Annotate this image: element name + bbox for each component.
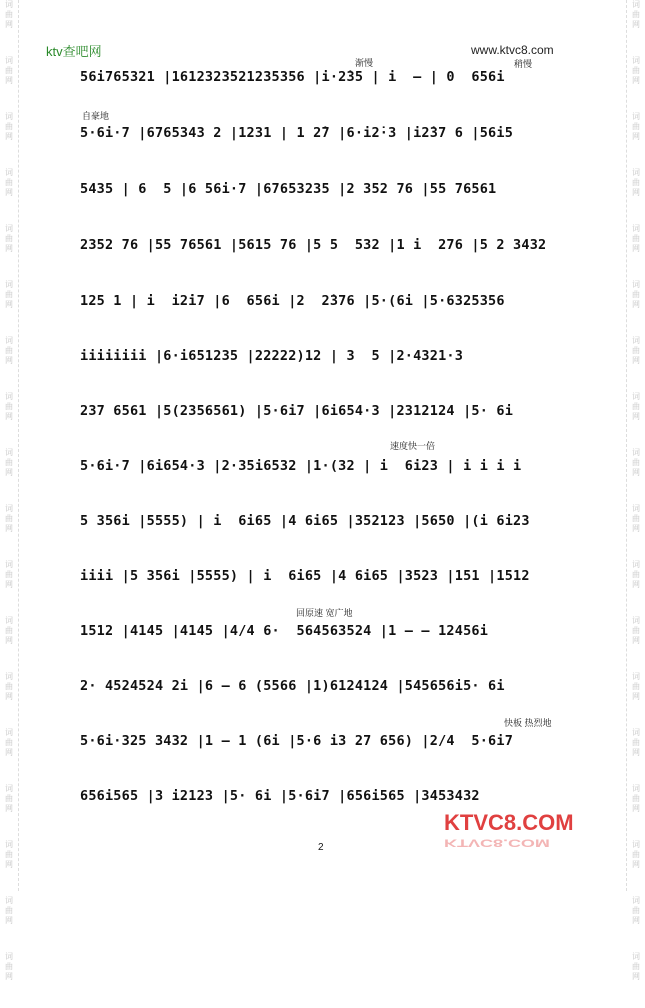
side-mark-char: 曲 <box>632 122 640 131</box>
side-mark-char: 网 <box>5 20 13 29</box>
side-mark-char: 曲 <box>5 738 13 747</box>
side-mark-char: 网 <box>5 972 13 981</box>
side-mark-char: 网 <box>5 804 13 813</box>
side-mark-char: 曲 <box>5 178 13 187</box>
side-mark-char: 词 <box>632 616 640 625</box>
side-mark-char: 网 <box>5 300 13 309</box>
side-mark-char: 曲 <box>632 962 640 971</box>
side-mark-char: 词 <box>632 280 640 289</box>
side-mark-char: 网 <box>5 636 13 645</box>
side-mark-char: 网 <box>632 132 640 141</box>
side-mark-char: 网 <box>5 860 13 869</box>
side-mark-char: 曲 <box>632 346 640 355</box>
side-mark-char: 词 <box>632 952 640 961</box>
side-mark-char: 网 <box>632 76 640 85</box>
side-mark-char: 词 <box>5 280 13 289</box>
side-mark-char: 曲 <box>632 850 640 859</box>
side-mark-char: 词 <box>5 672 13 681</box>
side-mark-char: 曲 <box>632 234 640 243</box>
side-mark-char: 网 <box>632 916 640 925</box>
score-line-8: 5·6i·7 |6i654·3 |2·35i6532 |1·(32 | i 6i23 | i i i i <box>80 458 570 480</box>
side-mark-char: 网 <box>632 188 640 197</box>
side-mark-char: 网 <box>5 580 13 589</box>
side-mark-char: 词 <box>5 168 13 177</box>
side-mark-char: 网 <box>632 300 640 309</box>
side-mark-char: 网 <box>5 244 13 253</box>
side-mark-char: 词 <box>632 560 640 569</box>
side-mark-char: 词 <box>5 56 13 65</box>
side-mark-char: 曲 <box>5 234 13 243</box>
side-mark-char: 曲 <box>5 682 13 691</box>
side-mark-char: 曲 <box>632 10 640 19</box>
side-mark-char: 网 <box>632 356 640 365</box>
side-mark-char: 曲 <box>5 122 13 131</box>
side-mark-char: 网 <box>632 412 640 421</box>
side-mark-char: 网 <box>5 356 13 365</box>
side-mark-char: 词 <box>5 896 13 905</box>
side-mark-char: 词 <box>632 0 640 9</box>
side-mark-char: 曲 <box>632 738 640 747</box>
side-mark-char: 词 <box>5 728 13 737</box>
score-line-9: 5 356i |5555) | i 6i65 |4 6i65 |352123 |5650 |(i 6i23 <box>80 513 570 535</box>
side-mark-char: 网 <box>632 636 640 645</box>
side-mark-char: 网 <box>5 76 13 85</box>
side-mark-char: 词 <box>632 392 640 401</box>
site-logo-left: ktv查吧网 <box>46 44 102 59</box>
side-mark-char: 曲 <box>5 850 13 859</box>
side-mark-char: 曲 <box>632 178 640 187</box>
side-mark-char: 曲 <box>5 962 13 971</box>
annotation-slightly-slow: 稍慢 <box>514 59 533 69</box>
side-mark-char: 网 <box>632 524 640 533</box>
score-line-1: 56i765321 |1612323521235356 |i·2̇35 | i — | 0 656i <box>80 69 570 91</box>
side-mark-char: 词 <box>5 336 13 345</box>
side-mark-char: 词 <box>5 784 13 793</box>
side-mark-char: 网 <box>632 972 640 981</box>
side-mark-char: 词 <box>5 0 13 9</box>
side-mark-char: 词 <box>632 448 640 457</box>
side-mark-char: 网 <box>632 692 640 701</box>
site-watermark-logo <box>440 806 590 852</box>
side-mark-char: 词 <box>5 840 13 849</box>
score-line-13: 5·6i·325 3432 |1 — 1 (6i |5·6 i3 27 656) |2/4 5·6i7 <box>80 733 570 755</box>
score-line-3: 5435 | 6 5 |6 56i·7 |67653235 |2 352 76 |55 76561 <box>80 181 570 203</box>
left-margin-line <box>18 0 19 891</box>
side-mark-char: 词 <box>5 112 13 121</box>
score-line-2: 5·6i·7 |6765343 2 |1231 | 1 2̇7 |6·i2̇·3 |i2̇37 6 |56i5 <box>80 125 570 147</box>
page-number: 2 <box>318 842 324 853</box>
annotation-slowing: 渐慢 <box>355 58 374 68</box>
side-mark-char: 词 <box>632 224 640 233</box>
watermark-text: KTVC8.COM <box>444 810 574 835</box>
side-mark-char: 曲 <box>632 906 640 915</box>
right-side-watermark <box>630 0 642 1008</box>
side-mark-char: 曲 <box>5 514 13 523</box>
side-mark-char: 网 <box>5 468 13 477</box>
side-mark-char: 曲 <box>632 682 640 691</box>
side-mark-char: 曲 <box>5 794 13 803</box>
side-mark-char: 词 <box>5 952 13 961</box>
side-mark-char: 网 <box>5 412 13 421</box>
right-margin-line <box>626 0 627 891</box>
side-mark-char: 词 <box>632 336 640 345</box>
side-mark-char: 网 <box>632 580 640 589</box>
side-mark-char: 词 <box>632 672 640 681</box>
side-mark-char: 曲 <box>5 626 13 635</box>
side-mark-char: 网 <box>632 860 640 869</box>
annotation-double-speed: 速度快一倍 <box>390 441 436 451</box>
side-mark-char: 词 <box>632 784 640 793</box>
side-mark-char: 网 <box>632 20 640 29</box>
side-mark-char: 曲 <box>5 458 13 467</box>
side-mark-char: 词 <box>632 840 640 849</box>
side-mark-char: 曲 <box>5 66 13 75</box>
score-line-6: iiiiiiii |6·i651235 |22222)12 | 3 5 |2·4321·3 <box>80 348 570 370</box>
side-mark-char: 词 <box>5 616 13 625</box>
side-mark-char: 词 <box>632 504 640 513</box>
annotation-proudly: 自豪地 <box>82 111 110 121</box>
side-mark-char: 曲 <box>5 10 13 19</box>
site-url-right: www.ktvc8.com <box>471 43 554 57</box>
score-line-5: 125 1 | i i2̇i7 |6 656i |2 2̇376 |5·(6i |5·6325356 <box>80 293 570 315</box>
side-mark-char: 曲 <box>632 514 640 523</box>
side-mark-char: 词 <box>5 504 13 513</box>
side-mark-char: 词 <box>5 224 13 233</box>
side-mark-char: 网 <box>5 188 13 197</box>
side-mark-char: 曲 <box>5 906 13 915</box>
side-mark-char: 曲 <box>632 66 640 75</box>
side-mark-char: 曲 <box>632 570 640 579</box>
side-mark-char: 曲 <box>5 290 13 299</box>
side-mark-char: 网 <box>632 468 640 477</box>
side-mark-char: 曲 <box>5 570 13 579</box>
score-line-10: iiii |5 356i |5555) | i 6i65 |4 6i65 |3523 |151 |1512 <box>80 568 570 590</box>
score-line-12: 2· 4524524 2i |6 — 6 (5566 |1)6124124 |545656i5· 6i <box>80 678 570 700</box>
side-mark-char: 词 <box>632 56 640 65</box>
side-mark-char: 网 <box>632 748 640 757</box>
side-mark-char: 网 <box>5 132 13 141</box>
side-mark-char: 网 <box>5 916 13 925</box>
score-line-7: 237 6561 |5(2356561) |5·6i7 |6i654·3 |2312124 |5· 6i <box>80 403 570 425</box>
left-side-watermark <box>3 0 15 1008</box>
side-mark-char: 网 <box>632 804 640 813</box>
side-mark-char: 曲 <box>632 402 640 411</box>
side-mark-char: 网 <box>632 244 640 253</box>
annotation-original-tempo: 回原速 宽广地 <box>296 608 353 618</box>
watermark-reflection: KTVC8.COM <box>444 836 550 849</box>
side-mark-char: 网 <box>5 692 13 701</box>
annotation-allegro: 快板 热烈地 <box>504 718 552 728</box>
side-mark-char: 词 <box>632 728 640 737</box>
side-mark-char: 曲 <box>632 794 640 803</box>
side-mark-char: 词 <box>5 392 13 401</box>
side-mark-char: 词 <box>632 112 640 121</box>
side-mark-char: 词 <box>5 448 13 457</box>
side-mark-char: 网 <box>5 748 13 757</box>
side-mark-char: 曲 <box>632 626 640 635</box>
side-mark-char: 曲 <box>632 290 640 299</box>
side-mark-char: 曲 <box>5 402 13 411</box>
side-mark-char: 曲 <box>5 346 13 355</box>
side-mark-char: 词 <box>5 560 13 569</box>
side-mark-char: 网 <box>5 524 13 533</box>
score-line-14: 656i565 |3 i2123 |5· 6i |5·6i7 |656i565 |3453432 <box>80 788 570 810</box>
watermark-graphic <box>440 806 590 852</box>
side-mark-char: 词 <box>632 896 640 905</box>
score-line-4: 2352 76 |55 76561 |5615 76 |5 5 532 |1 i 276 |5 2 3432 <box>80 237 570 259</box>
side-mark-char: 词 <box>632 168 640 177</box>
side-mark-char: 曲 <box>632 458 640 467</box>
score-line-11: 1512 |4145 |4145 |4/4 6· 564563524 |1 — — 12456i <box>80 623 570 645</box>
